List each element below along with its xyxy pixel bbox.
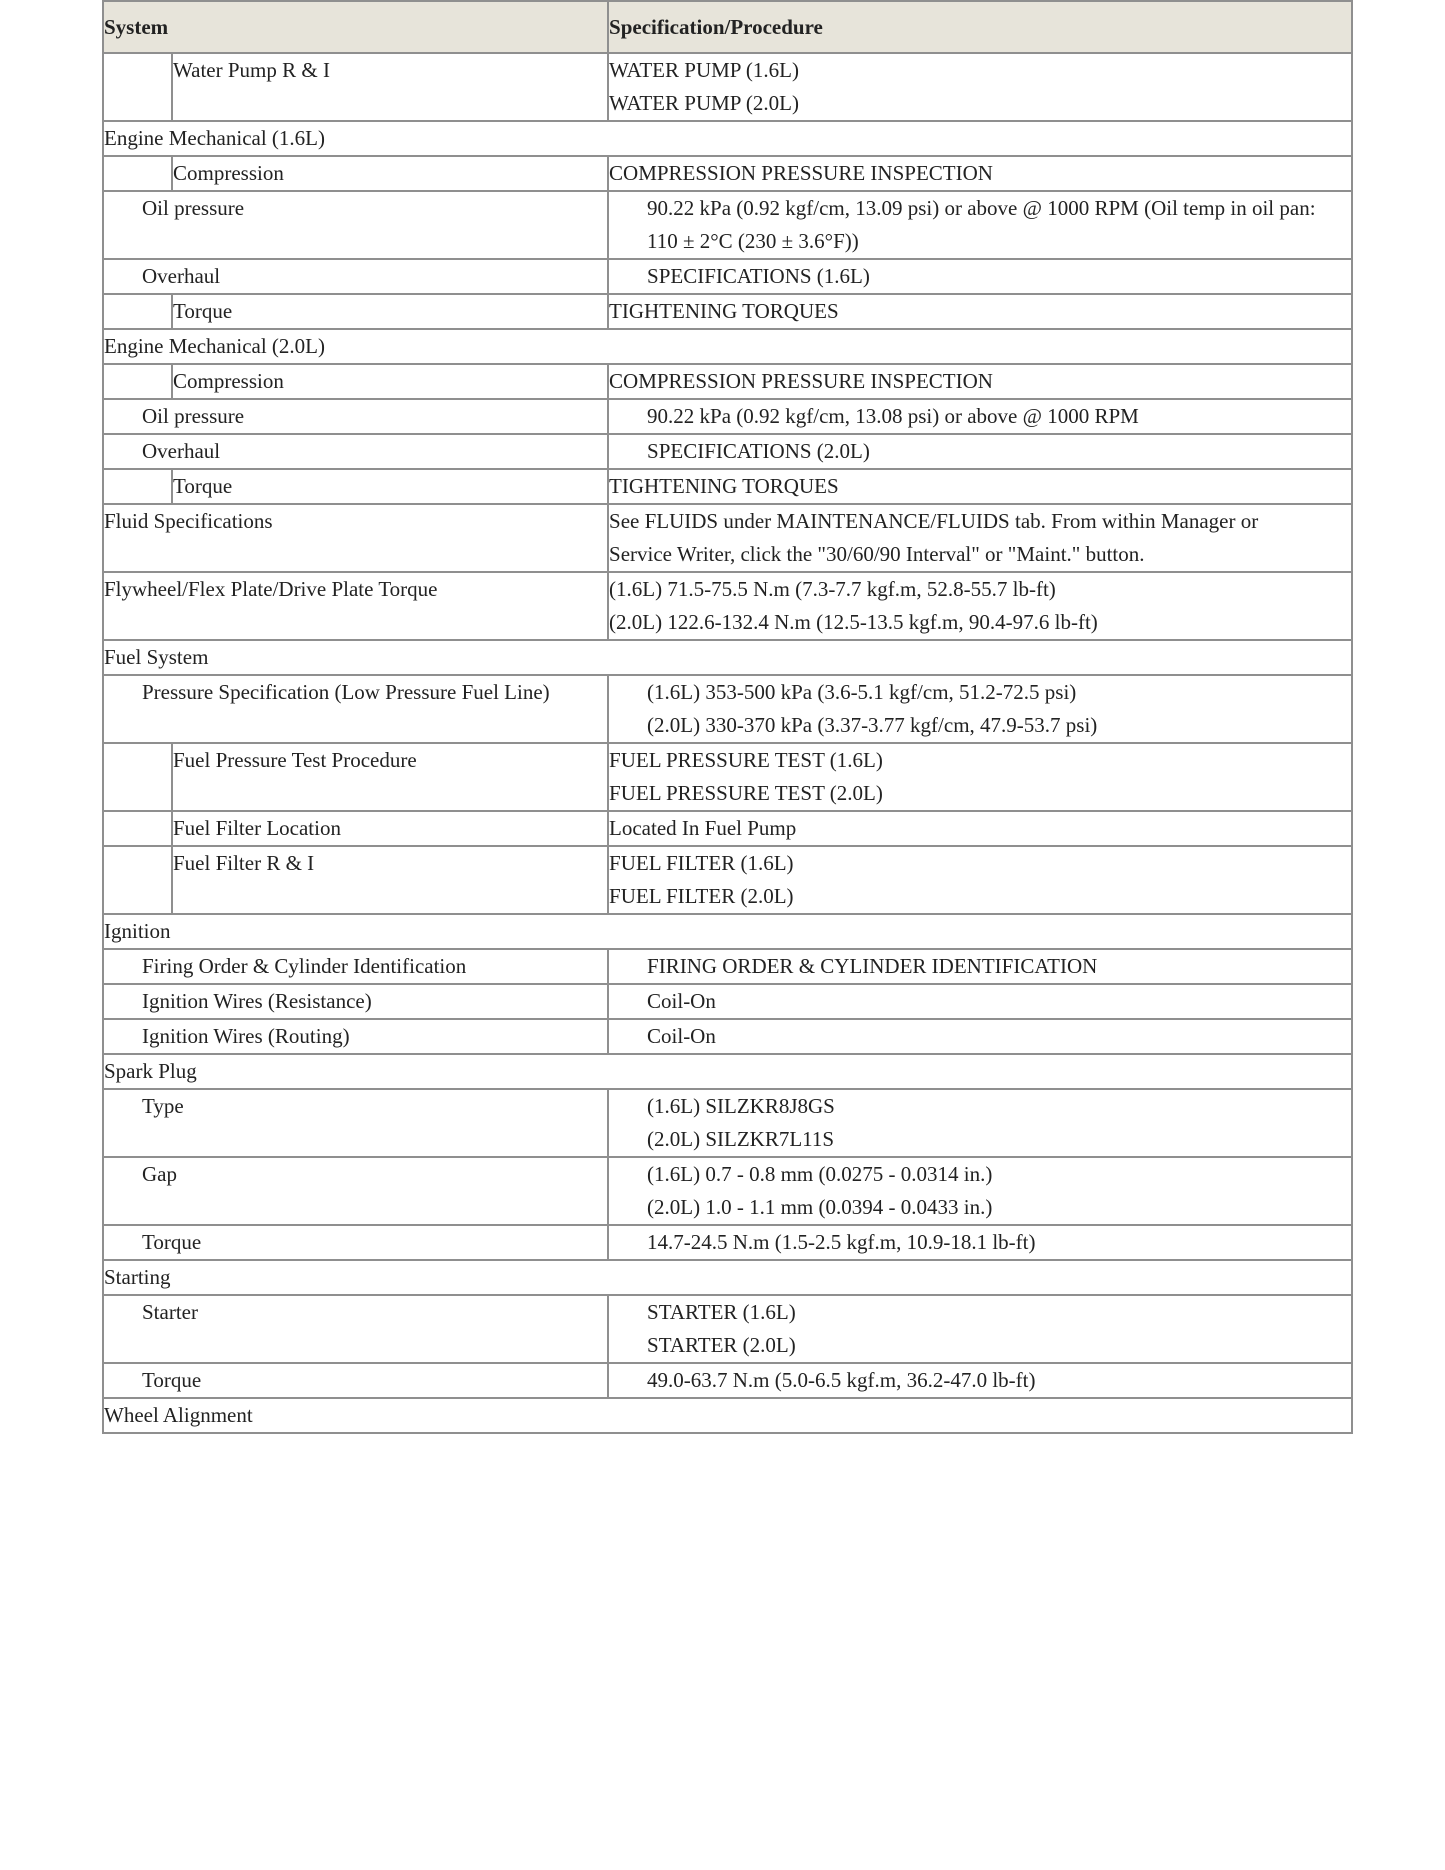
row-spec (608, 1089, 1352, 1157)
row-label: Ignition Wires (Resistance) (103, 984, 608, 1019)
row-label: Torque (172, 294, 608, 329)
table-row (103, 949, 1352, 984)
row-label: Fuel Pressure Test Procedure (172, 743, 608, 811)
section-heading: Fuel System (103, 640, 1352, 675)
spec-line: 110 ± 2°C (230 ± 3.6°F)) (647, 229, 859, 253)
section-row (103, 1054, 1352, 1089)
row-spec: COMPRESSION PRESSURE INSPECTION (608, 364, 1352, 399)
row-spec: 14.7-24.5 N.m (1.5-2.5 kgf.m, 10.9-18.1 lb-ft) (608, 1225, 1352, 1260)
table-row (103, 156, 1352, 191)
table-row (103, 984, 1352, 1019)
section-heading: Engine Mechanical (1.6L) (103, 121, 1352, 156)
row-spec (608, 504, 1352, 572)
spec-line: FUEL PRESSURE TEST (2.0L) (609, 781, 883, 805)
spec-line: (2.0L) 1.0 - 1.1 mm (0.0394 - 0.0433 in.) (647, 1195, 993, 1219)
row-spec: COMPRESSION PRESSURE INSPECTION (608, 156, 1352, 191)
row-spec (608, 1295, 1352, 1363)
row-label: Fuel Filter Location (172, 811, 608, 846)
section-row (103, 1260, 1352, 1295)
row-label: Ignition Wires (Routing) (103, 1019, 608, 1054)
row-label: Starter (103, 1295, 608, 1363)
spec-line: FUEL FILTER (2.0L) (609, 884, 794, 908)
row-label: Torque (172, 469, 608, 504)
section-row (103, 1398, 1352, 1433)
spec-line: (1.6L) 0.7 - 0.8 mm (0.0275 - 0.0314 in.) (647, 1162, 993, 1186)
row-label: Flywheel/Flex Plate/Drive Plate Torque (103, 572, 608, 640)
row-spec: SPECIFICATIONS (1.6L) (608, 259, 1352, 294)
section-row (103, 914, 1352, 949)
row-label: Overhaul (103, 434, 608, 469)
table-row (103, 1019, 1352, 1054)
specification-table (102, 0, 1353, 1434)
section-heading: Wheel Alignment (103, 1398, 1352, 1433)
table-row (103, 294, 1352, 329)
table-header-row (103, 1, 1352, 53)
table-row (103, 1089, 1352, 1157)
table-row (103, 399, 1352, 434)
section-row (103, 329, 1352, 364)
row-spec: FIRING ORDER & CYLINDER IDENTIFICATION (608, 949, 1352, 984)
table-row (103, 191, 1352, 259)
row-spec (608, 191, 1352, 259)
table-row (103, 259, 1352, 294)
table-row (103, 469, 1352, 504)
row-spec: Coil-On (608, 984, 1352, 1019)
row-spec (608, 846, 1352, 914)
spec-line: WATER PUMP (1.6L) (609, 58, 799, 82)
spec-line: (2.0L) SILZKR7L11S (647, 1127, 835, 1151)
row-label: Fuel Filter R & I (172, 846, 608, 914)
spec-line: Service Writer, click the "30/60/90 Interval" or "Maint." button. (609, 542, 1145, 566)
row-label: Fluid Specifications (103, 504, 608, 572)
row-label: Overhaul (103, 259, 608, 294)
row-spec: SPECIFICATIONS (2.0L) (608, 434, 1352, 469)
table-row (103, 504, 1352, 572)
spec-line: STARTER (2.0L) (647, 1333, 796, 1357)
section-heading: Starting (103, 1260, 1352, 1295)
section-row (103, 640, 1352, 675)
table-row (103, 434, 1352, 469)
spec-line: WATER PUMP (2.0L) (609, 91, 799, 115)
table-row (103, 811, 1352, 846)
row-label: Type (103, 1089, 608, 1157)
row-label: Torque (103, 1225, 608, 1260)
spec-line: 90.22 kPa (0.92 kgf/cm, 13.09 psi) or above @ 1000 RPM (Oil temp in oil pan: (647, 196, 1316, 220)
spec-line: See FLUIDS under MAINTENANCE/FLUIDS tab. From within Manager or (609, 509, 1259, 533)
spec-line: (1.6L) 353-500 kPa (3.6-5.1 kgf/cm, 51.2-72.5 psi) (647, 680, 1077, 704)
row-label: Pressure Specification (Low Pressure Fuel Line) (103, 675, 608, 743)
section-heading: Ignition (103, 914, 1352, 949)
row-spec: TIGHTENING TORQUES (608, 294, 1352, 329)
section-heading: Spark Plug (103, 1054, 1352, 1089)
row-spec (608, 572, 1352, 640)
table-row (103, 364, 1352, 399)
row-spec (608, 1157, 1352, 1225)
row-label: Firing Order & Cylinder Identification (103, 949, 608, 984)
row-label: Torque (103, 1363, 608, 1398)
spec-line: (1.6L) SILZKR8J8GS (647, 1094, 835, 1118)
table-row (103, 572, 1352, 640)
table-row (103, 1225, 1352, 1260)
table-row (103, 675, 1352, 743)
row-spec: Located In Fuel Pump (608, 811, 1352, 846)
section-row (103, 121, 1352, 156)
table-row (103, 53, 1352, 121)
spec-line: STARTER (1.6L) (647, 1300, 796, 1324)
spec-line: (1.6L) 71.5-75.5 N.m (7.3-7.7 kgf.m, 52.8-55.7 lb-ft) (609, 577, 1056, 601)
row-label: Oil pressure (103, 399, 608, 434)
table-row (103, 1157, 1352, 1225)
column-header-system: System (103, 1, 608, 53)
spec-line: (2.0L) 330-370 kPa (3.37-3.77 kgf/cm, 47.9-53.7 psi) (647, 713, 1098, 737)
row-spec: TIGHTENING TORQUES (608, 469, 1352, 504)
row-spec (608, 675, 1352, 743)
column-header-specification: Specification/Procedure (608, 1, 1352, 53)
section-heading: Engine Mechanical (2.0L) (103, 329, 1352, 364)
row-label: Water Pump R & I (172, 53, 608, 121)
row-label: Oil pressure (103, 191, 608, 259)
table-row (103, 743, 1352, 811)
row-label: Gap (103, 1157, 608, 1225)
row-spec: 49.0-63.7 N.m (5.0-6.5 kgf.m, 36.2-47.0 lb-ft) (608, 1363, 1352, 1398)
row-label: Compression (172, 364, 608, 399)
spec-line: (2.0L) 122.6-132.4 N.m (12.5-13.5 kgf.m, 90.4-97.6 lb-ft) (609, 610, 1098, 634)
row-spec (608, 743, 1352, 811)
row-spec: Coil-On (608, 1019, 1352, 1054)
table-row (103, 846, 1352, 914)
spec-line: FUEL FILTER (1.6L) (609, 851, 794, 875)
spec-line: FUEL PRESSURE TEST (1.6L) (609, 748, 883, 772)
table-row (103, 1363, 1352, 1398)
row-label: Compression (172, 156, 608, 191)
row-spec (608, 53, 1352, 121)
table-row (103, 1295, 1352, 1363)
row-spec: 90.22 kPa (0.92 kgf/cm, 13.08 psi) or above @ 1000 RPM (608, 399, 1352, 434)
